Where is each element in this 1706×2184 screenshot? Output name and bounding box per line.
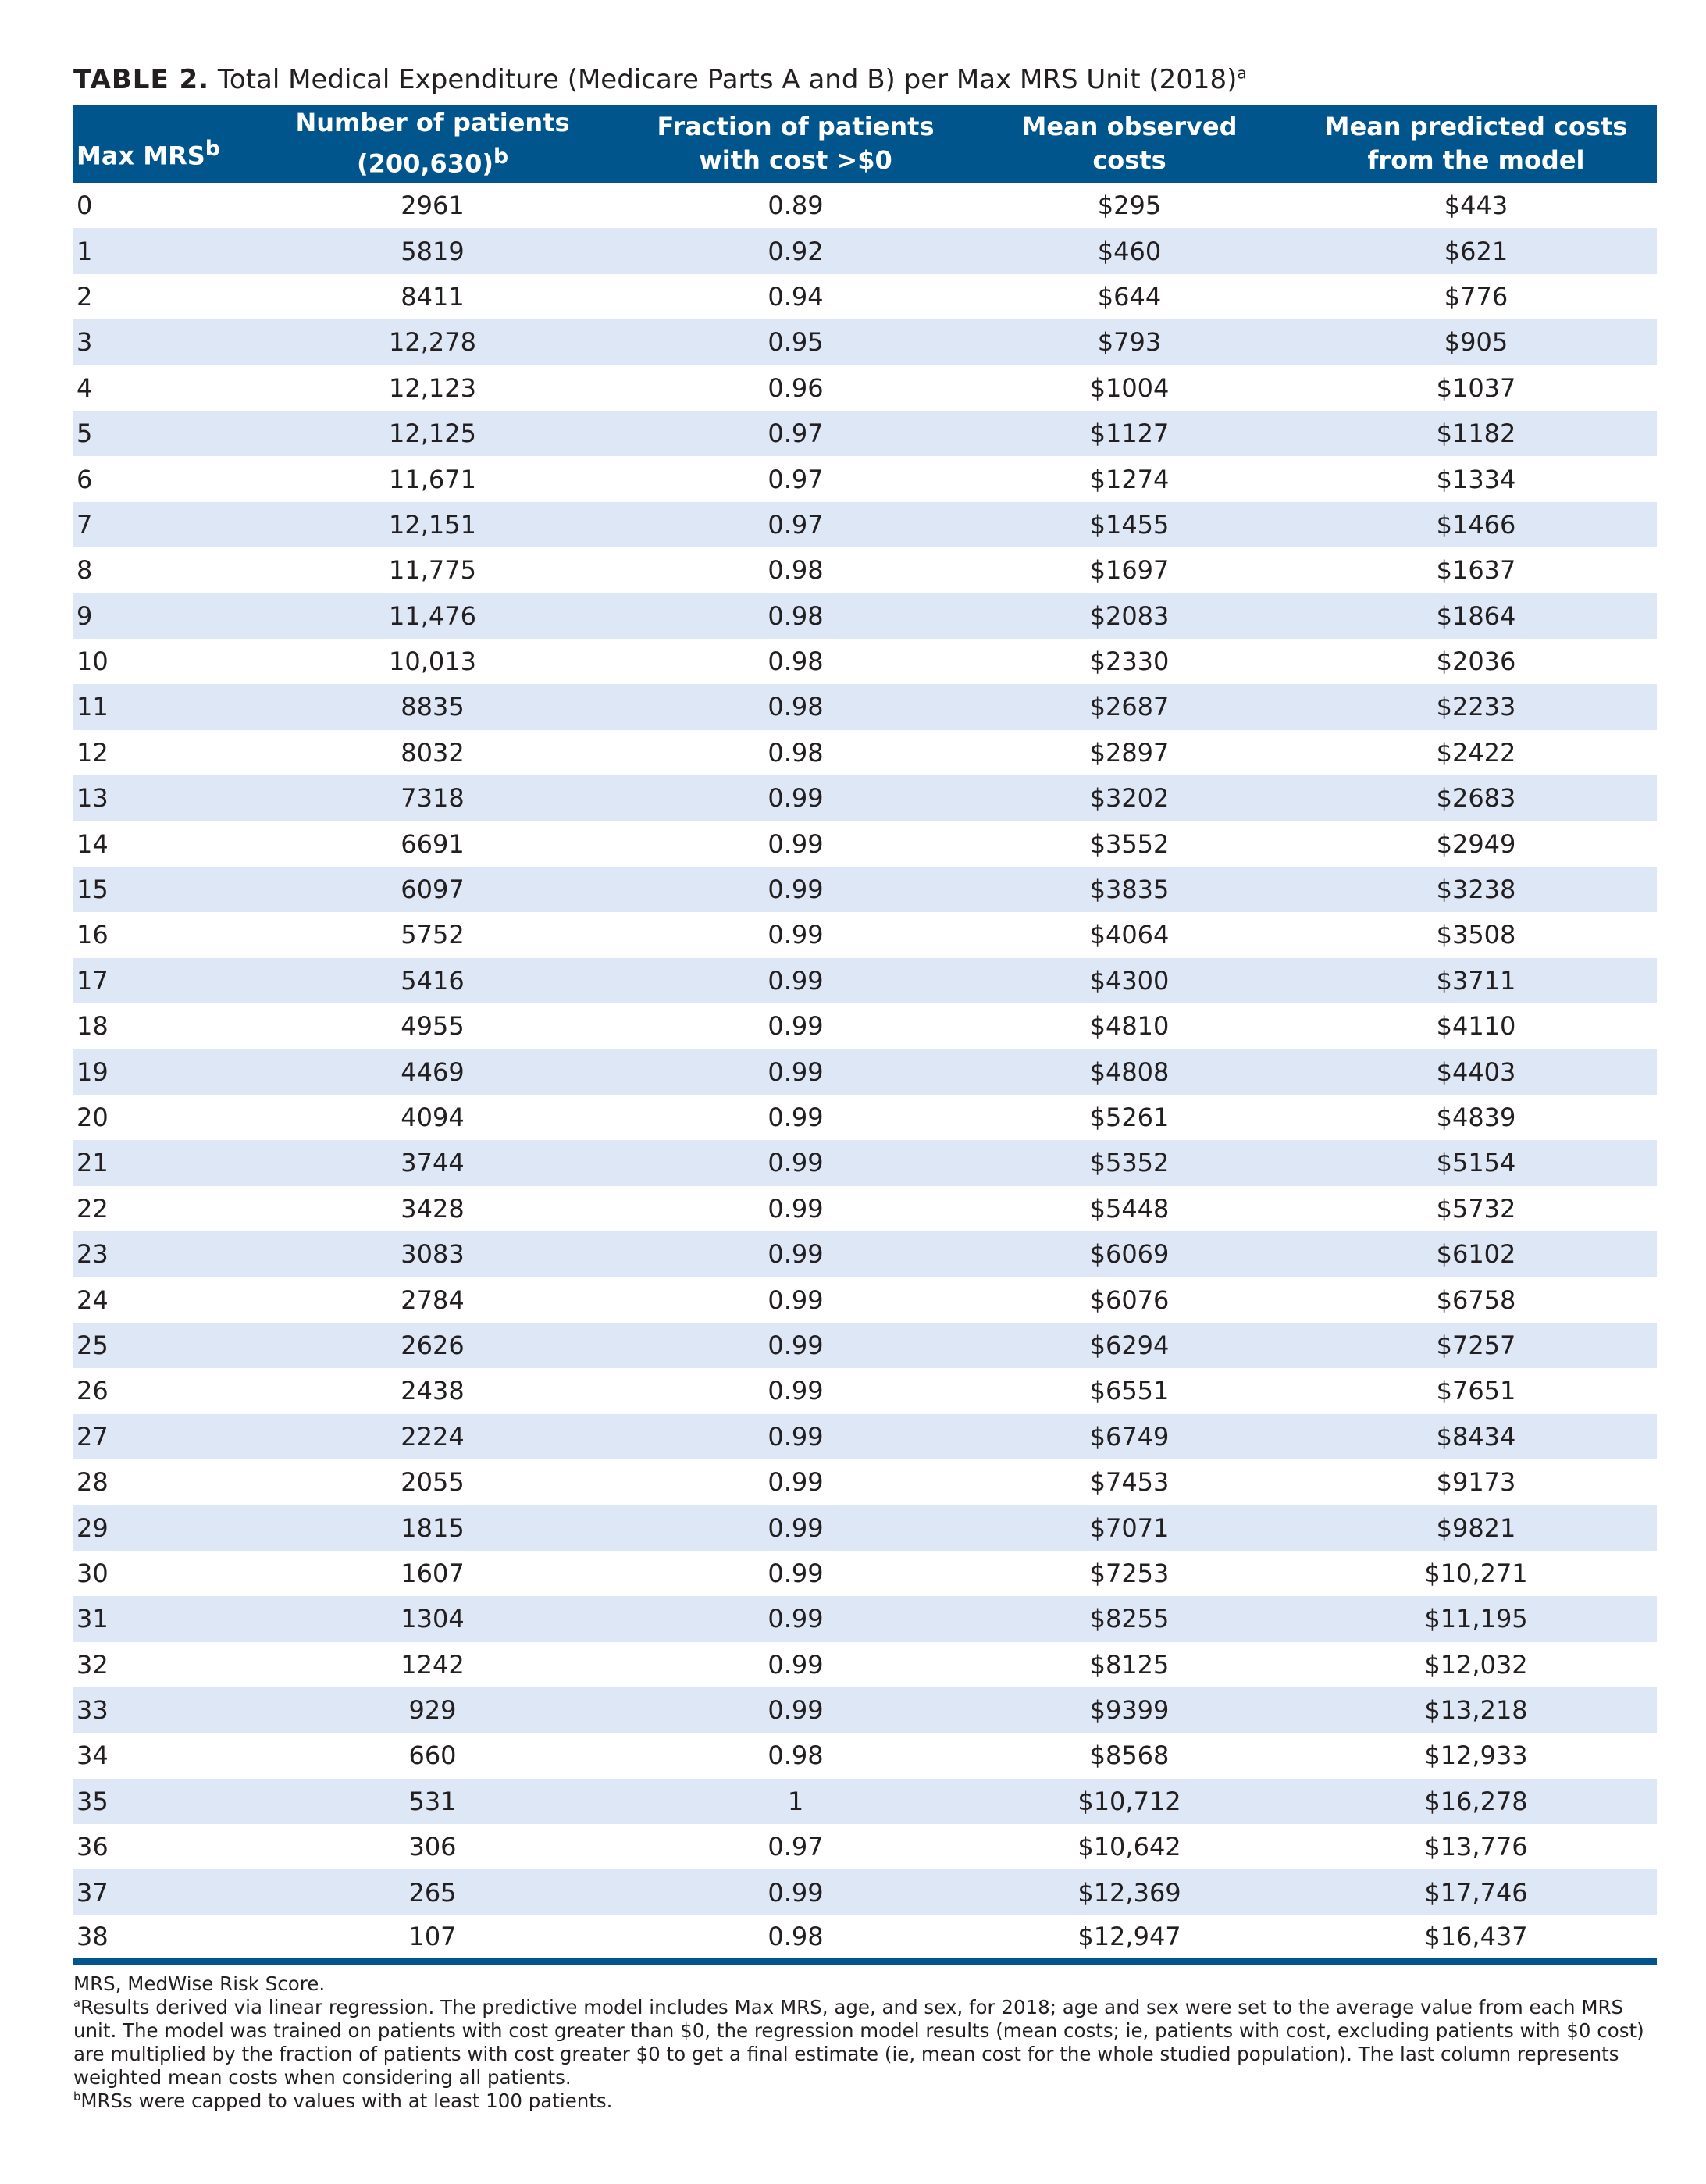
table-row	[73, 684, 1657, 729]
cell-number-of-patients: 1815	[237, 1505, 628, 1550]
cell-mean-predicted: $1864	[1295, 593, 1657, 639]
cell-fraction: 0.99	[628, 1596, 963, 1641]
cell-fraction: 0.99	[628, 1869, 963, 1915]
cell-mean-predicted: $11,195	[1295, 1596, 1657, 1641]
table-row	[73, 547, 1657, 593]
cell-max-mrs: 34	[77, 1740, 109, 1771]
cell-number-of-patients: 3083	[237, 1231, 628, 1277]
cell-max-mrs: 38	[73, 1915, 237, 1961]
cell-mean-predicted: $1334	[1436, 464, 1516, 494]
table-row	[73, 1414, 1657, 1459]
cell-fraction: 0.98	[628, 1915, 963, 1961]
cell-max-mrs: 31	[73, 1596, 237, 1641]
cell-max-mrs: 29	[73, 1505, 237, 1550]
table-row	[73, 1186, 1657, 1231]
cell-max-mrs: 15	[73, 867, 237, 912]
cell-mean-predicted: $4839	[1436, 1103, 1516, 1132]
table-row	[73, 1869, 1657, 1915]
cell-number-of-patients: 929	[237, 1687, 628, 1733]
header-mean-predicted-costs: Mean predicted costs from the model	[1295, 105, 1657, 183]
cell-number-of-patients: 6691	[401, 828, 465, 859]
cell-mean-observed: $12,369	[963, 1869, 1295, 1915]
cell-mean-observed: $2687	[963, 684, 1295, 729]
cell-max-mrs: 26	[77, 1376, 109, 1406]
table-row	[73, 775, 1657, 821]
cell-max-mrs: 21	[73, 1140, 237, 1185]
table-row	[73, 274, 1657, 319]
cell-mean-predicted: $9821	[1295, 1505, 1657, 1550]
cell-mean-predicted: $13,776	[1424, 1832, 1528, 1862]
cell-max-mrs: 28	[77, 1467, 109, 1498]
table-row	[73, 228, 1657, 273]
cell-number-of-patients: 4094	[401, 1103, 465, 1132]
cell-mean-observed: $1455	[963, 502, 1295, 547]
cell-max-mrs: 16	[77, 920, 109, 950]
cell-mean-observed: $644	[1097, 281, 1162, 312]
cell-fraction: 0.99	[628, 1231, 963, 1277]
table-row	[73, 1277, 1657, 1322]
cell-mean-predicted: $1037	[1436, 372, 1516, 403]
cell-max-mrs: 25	[73, 1323, 237, 1368]
cell-mean-observed: $2897	[1089, 737, 1170, 768]
cell-max-mrs: 9	[73, 593, 237, 639]
cell-number-of-patients: 306	[408, 1832, 457, 1862]
table-row	[73, 1459, 1657, 1505]
cell-fraction: 0.97	[628, 411, 963, 456]
cell-max-mrs: 23	[73, 1231, 237, 1277]
table-title: Total Medical Expenditure (Medicare Parts A and B) per Max MRS Unit (2018)	[217, 64, 1238, 95]
cell-number-of-patients: 6097	[237, 867, 628, 912]
cell-mean-predicted: $2233	[1295, 684, 1657, 729]
expenditure-table	[73, 105, 1657, 1965]
cell-mean-observed: $8568	[1089, 1740, 1170, 1771]
cell-max-mrs: 14	[77, 828, 109, 859]
cell-fraction: 0.99	[768, 1649, 824, 1680]
cell-number-of-patients: 4469	[237, 1049, 628, 1094]
cell-max-mrs: 36	[77, 1832, 109, 1862]
header-number-of-patients: Number of patients $(200,630)^b$	[237, 105, 628, 183]
cell-max-mrs: 11	[73, 684, 237, 729]
cell-fraction: 0.94	[768, 281, 824, 312]
cell-mean-predicted: $12,032	[1424, 1649, 1528, 1680]
cell-fraction: 0.99	[768, 1376, 824, 1406]
cell-mean-observed: $7071	[963, 1505, 1295, 1550]
cell-mean-observed: $1127	[963, 411, 1295, 456]
cell-max-mrs: 27	[73, 1414, 237, 1459]
cell-number-of-patients: 8411	[401, 281, 465, 312]
cell-mean-predicted: $8434	[1295, 1414, 1657, 1459]
cell-fraction: 0.99	[628, 1505, 963, 1550]
table-row	[73, 593, 1657, 639]
cell-max-mrs: 8	[77, 555, 93, 586]
cell-mean-observed: $6749	[963, 1414, 1295, 1459]
cell-mean-observed: $2330	[1089, 647, 1170, 677]
cell-mean-predicted: $1637	[1436, 555, 1516, 586]
cell-fraction: 0.92	[628, 228, 963, 273]
table-row	[73, 1231, 1657, 1277]
cell-mean-predicted: $17,746	[1295, 1869, 1657, 1915]
table-row	[73, 1687, 1657, 1733]
cell-fraction: 1	[628, 1779, 963, 1824]
cell-number-of-patients: 1242	[401, 1649, 465, 1680]
cell-mean-observed: $3202	[963, 775, 1295, 821]
cell-mean-observed: $793	[963, 319, 1295, 365]
cell-mean-observed: $2083	[963, 593, 1295, 639]
table-row	[73, 1505, 1657, 1550]
cell-mean-observed: $1274	[1089, 464, 1170, 494]
cell-fraction: 0.99	[628, 775, 963, 821]
cell-mean-predicted: $2422	[1436, 737, 1516, 768]
table-row	[73, 1733, 1657, 1778]
cell-mean-predicted: $905	[1295, 319, 1657, 365]
table-row	[73, 1779, 1657, 1824]
cell-mean-predicted: $2949	[1436, 828, 1516, 859]
table-row	[73, 1140, 1657, 1185]
table-row	[73, 958, 1657, 1003]
cell-mean-predicted: $12,933	[1424, 1740, 1528, 1771]
cell-number-of-patients: 1304	[237, 1596, 628, 1641]
cell-fraction: 0.99	[768, 828, 824, 859]
cell-mean-predicted: $4403	[1295, 1049, 1657, 1094]
cell-number-of-patients: 11,671	[389, 464, 476, 494]
cell-mean-observed: $4064	[1089, 920, 1170, 950]
caption-footnote-marker: a	[1237, 63, 1247, 83]
cell-mean-predicted: $776	[1444, 281, 1508, 312]
cell-fraction: 0.98	[768, 647, 824, 677]
cell-mean-observed: $4810	[1089, 1011, 1170, 1042]
cell-number-of-patients: 2224	[237, 1414, 628, 1459]
cell-mean-observed: $4808	[963, 1049, 1295, 1094]
cell-mean-observed: $7453	[1089, 1467, 1170, 1498]
table-row	[73, 1368, 1657, 1413]
cell-max-mrs: 10	[77, 647, 109, 677]
cell-number-of-patients: 12,151	[237, 502, 628, 547]
cell-max-mrs: 1	[73, 228, 237, 273]
footnote-b: $^b$MRSs were capped to values with at least 100 patients.	[73, 2089, 613, 2112]
table-body	[73, 183, 1657, 1961]
cell-number-of-patients: 7318	[237, 775, 628, 821]
cell-mean-observed: $6294	[963, 1323, 1295, 1368]
table-row	[73, 912, 1657, 957]
header-max-mrs: Max MRS$^b$	[73, 105, 237, 183]
cell-mean-observed: $4300	[963, 958, 1295, 1003]
cell-max-mrs: 3	[73, 319, 237, 365]
cell-number-of-patients: 2626	[237, 1323, 628, 1368]
cell-number-of-patients: 2055	[401, 1467, 465, 1498]
header-mean-observed-costs: Mean observed costs	[963, 105, 1295, 183]
cell-max-mrs: 13	[73, 775, 237, 821]
cell-number-of-patients: 2784	[401, 1284, 465, 1315]
table-row	[73, 1323, 1657, 1368]
cell-mean-observed: $8125	[1089, 1649, 1170, 1680]
cell-mean-predicted: $3238	[1295, 867, 1657, 912]
cell-mean-predicted: $10,271	[1424, 1558, 1528, 1588]
cell-fraction: 0.98	[768, 737, 824, 768]
cell-fraction: 0.99	[628, 958, 963, 1003]
cell-mean-predicted: $4110	[1436, 1011, 1516, 1042]
cell-mean-observed: $1697	[1089, 555, 1170, 586]
cell-mean-observed: $7253	[1089, 1558, 1170, 1588]
table-row	[73, 365, 1657, 411]
table-row	[73, 1642, 1657, 1687]
cell-mean-predicted: $16,278	[1295, 1779, 1657, 1824]
table-row	[73, 639, 1657, 684]
cell-mean-predicted: $3711	[1295, 958, 1657, 1003]
table-row	[73, 1003, 1657, 1049]
cell-number-of-patients: 2438	[401, 1376, 465, 1406]
cell-fraction: 0.99	[628, 1140, 963, 1185]
cell-max-mrs: 35	[73, 1779, 237, 1824]
cell-mean-observed: $6069	[963, 1231, 1295, 1277]
cell-mean-observed: $10,642	[1077, 1832, 1181, 1862]
cell-mean-observed: $8255	[963, 1596, 1295, 1641]
cell-fraction: 0.97	[768, 1832, 824, 1862]
cell-fraction: 0.99	[628, 1049, 963, 1094]
cell-number-of-patients: 3744	[237, 1140, 628, 1185]
table-label: TABLE 2.	[73, 64, 210, 95]
cell-number-of-patients: 8032	[401, 737, 465, 768]
cell-fraction: 0.98	[628, 684, 963, 729]
cell-mean-predicted: $621	[1295, 228, 1657, 273]
cell-fraction: 0.99	[768, 1284, 824, 1315]
cell-number-of-patients: 531	[237, 1779, 628, 1824]
cell-number-of-patients: 265	[237, 1869, 628, 1915]
cell-mean-predicted: $5732	[1436, 1193, 1516, 1224]
cell-fraction: 0.99	[768, 920, 824, 950]
table-row	[73, 502, 1657, 547]
header-fraction-of-patients: Fraction of patients with cost >$0	[628, 105, 963, 183]
cell-mean-observed: $9399	[963, 1687, 1295, 1733]
cell-mean-observed: $460	[963, 228, 1295, 273]
cell-mean-predicted: $7257	[1295, 1323, 1657, 1368]
cell-max-mrs: 18	[77, 1011, 109, 1042]
table-row	[73, 1596, 1657, 1641]
cell-fraction: 0.96	[768, 372, 824, 403]
cell-mean-predicted: $6102	[1295, 1231, 1657, 1277]
cell-number-of-patients: 4955	[401, 1011, 465, 1042]
cell-mean-observed: $5261	[1089, 1103, 1170, 1132]
table-row	[73, 183, 1657, 228]
cell-max-mrs: 20	[77, 1103, 109, 1132]
cell-mean-predicted: $443	[1444, 191, 1508, 221]
cell-number-of-patients: 8835	[237, 684, 628, 729]
footnotes	[73, 1972, 1657, 2113]
cell-fraction: 0.99	[628, 1414, 963, 1459]
cell-fraction: 0.89	[768, 191, 824, 221]
cell-mean-observed: $295	[1097, 191, 1162, 221]
cell-max-mrs: 32	[77, 1649, 109, 1680]
cell-mean-predicted: $9173	[1436, 1467, 1516, 1498]
cell-mean-predicted: $7651	[1436, 1376, 1516, 1406]
cell-max-mrs: 5	[73, 411, 237, 456]
table-row	[73, 730, 1657, 775]
cell-mean-observed: $1004	[1089, 372, 1170, 403]
cell-fraction: 0.98	[628, 593, 963, 639]
cell-mean-predicted: $16,437	[1295, 1915, 1657, 1961]
cell-max-mrs: 19	[73, 1049, 237, 1094]
table-row	[73, 1551, 1657, 1596]
cell-fraction: 0.99	[768, 1193, 824, 1224]
cell-number-of-patients: 1607	[401, 1558, 465, 1588]
cell-mean-observed: $3552	[1089, 828, 1170, 859]
cell-fraction: 0.99	[628, 1323, 963, 1368]
cell-number-of-patients: 660	[408, 1740, 457, 1771]
cell-fraction: 0.97	[768, 464, 824, 494]
cell-number-of-patients: 107	[237, 1915, 628, 1961]
cell-number-of-patients: 11,775	[389, 555, 476, 586]
cell-mean-observed: $5352	[963, 1140, 1295, 1185]
cell-mean-predicted: $5154	[1295, 1140, 1657, 1185]
cell-fraction: 0.99	[768, 1103, 824, 1132]
cell-max-mrs: 17	[73, 958, 237, 1003]
cell-mean-predicted: $3508	[1436, 920, 1516, 950]
cell-mean-observed: $6076	[1089, 1284, 1170, 1315]
cell-number-of-patients: 2961	[401, 191, 465, 221]
table-header	[73, 105, 1657, 183]
table-row	[73, 1915, 1657, 1961]
cell-fraction: 0.99	[628, 867, 963, 912]
cell-mean-predicted: $13,218	[1295, 1687, 1657, 1733]
cell-mean-predicted: $1466	[1295, 502, 1657, 547]
cell-number-of-patients: 5752	[401, 920, 465, 950]
footnote-a: $^a$Results derived via linear regression. The predictive model includes Max MRS, age, and sex, for 2018; age and sex were set to the average value from each MRS unit. The model was trained on patients with cost greater than $0, the regression model results (mean costs; ie, patients with cost, excluding patients with $0 cost) are multiplied by the fraction of patients with cost greater $0 to get a final estimate (ie, mean cost for the whole studied population). The last column represents weighted mean costs when considering all patients.	[73, 1995, 1644, 2089]
cell-number-of-patients: 10,013	[389, 647, 476, 677]
cell-max-mrs: 6	[77, 464, 93, 494]
cell-fraction: 0.99	[628, 1687, 963, 1733]
cell-number-of-patients: 5416	[237, 958, 628, 1003]
cell-fraction: 0.99	[768, 1558, 824, 1588]
cell-fraction: 0.97	[628, 502, 963, 547]
cell-fraction: 0.98	[768, 555, 824, 586]
table-row	[73, 456, 1657, 501]
cell-max-mrs: 0	[77, 191, 93, 221]
table-row	[73, 1824, 1657, 1869]
cell-max-mrs: 30	[77, 1558, 109, 1588]
cell-mean-observed: $12,947	[963, 1915, 1295, 1961]
table-caption	[73, 59, 1657, 100]
cell-mean-observed: $3835	[963, 867, 1295, 912]
cell-mean-predicted: $2683	[1295, 775, 1657, 821]
cell-max-mrs: 22	[77, 1193, 109, 1224]
cell-mean-predicted: $2036	[1436, 647, 1516, 677]
cell-fraction: 0.95	[628, 319, 963, 365]
table-row	[73, 411, 1657, 456]
cell-max-mrs: 12	[77, 737, 109, 768]
table-row	[73, 1095, 1657, 1140]
cell-number-of-patients: 3428	[401, 1193, 465, 1224]
cell-number-of-patients: 11,476	[237, 593, 628, 639]
cell-fraction: 0.99	[768, 1467, 824, 1498]
cell-number-of-patients: 12,123	[389, 372, 476, 403]
cell-mean-observed: $6551	[1089, 1376, 1170, 1406]
table-row	[73, 1049, 1657, 1094]
cell-mean-predicted: $1182	[1295, 411, 1657, 456]
cell-fraction: 0.98	[768, 1740, 824, 1771]
cell-mean-observed: $5448	[1089, 1193, 1170, 1224]
cell-max-mrs: 24	[77, 1284, 109, 1315]
table-row	[73, 821, 1657, 866]
cell-max-mrs: 33	[73, 1687, 237, 1733]
cell-max-mrs: 4	[77, 372, 93, 403]
cell-number-of-patients: 12,278	[237, 319, 628, 365]
cell-max-mrs: 37	[73, 1869, 237, 1915]
cell-number-of-patients: 5819	[237, 228, 628, 273]
cell-mean-observed: $10,712	[963, 1779, 1295, 1824]
table-row	[73, 867, 1657, 912]
page	[73, 59, 1657, 2113]
cell-mean-predicted: $6758	[1436, 1284, 1516, 1315]
cell-max-mrs: 7	[73, 502, 237, 547]
cell-number-of-patients: 12,125	[237, 411, 628, 456]
cell-max-mrs: 2	[77, 281, 93, 312]
cell-fraction: 0.99	[768, 1011, 824, 1042]
footnote-abbreviation: MRS, MedWise Risk Score.	[73, 1972, 326, 1995]
table-row	[73, 319, 1657, 365]
